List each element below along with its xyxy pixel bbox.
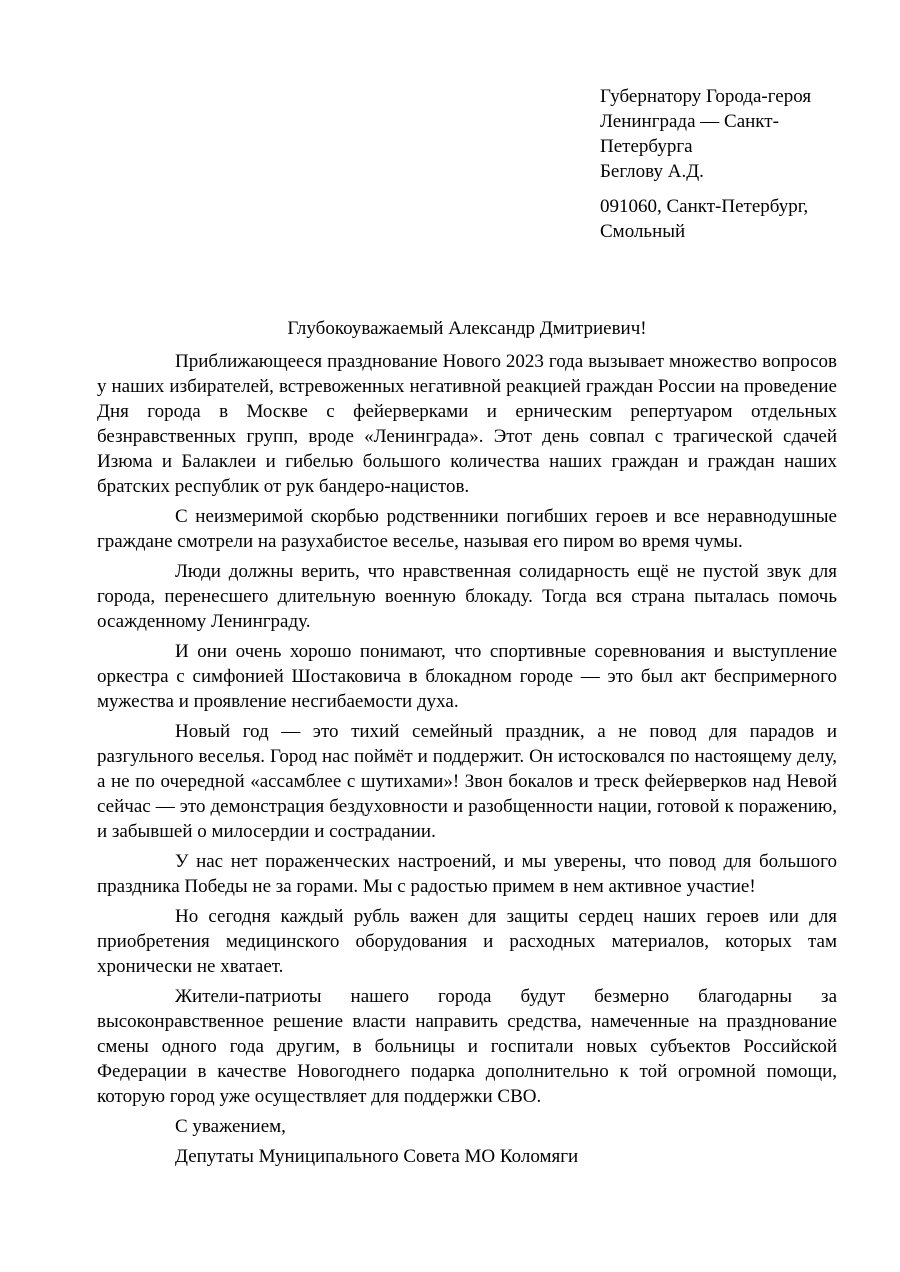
body-paragraph: Но сегодня каждый рубль важен для защиты сердец наших героев или для приобретения медицинского оборудования и расходных материалов, которых там хронически не хватает. [97,906,837,977]
signature-line: Депутаты Муниципального Совета МО Коломяги [175,1146,579,1167]
salutation: Глубокоуважаемый Александр Дмитриевич! [287,318,647,339]
recipient-line: Ленинграда — Санкт- [600,111,779,132]
letter-body [97,316,837,1169]
postal-line: 091060, Санкт-Петербург, [600,196,809,217]
body-paragraph: Приближающееся празднование Нового 2023 года вызывает множество вопросов у наших избирателей, встревоженных негативной реакцией граждан России на проведение Дня города в Москве с фейерверками и ерническим репертуаром отдельных безнравственных групп, вроде «Ленинграда». Этот день совпал с трагической сдачей Изюма и Балаклеи и гибелью большого количества наших граждан и граждан наших братских республик от рук бандеро-нацистов. [97,351,837,497]
body-paragraph: У нас нет пораженческих настроений, и мы уверены, что повод для большого праздника Победы не за горами. Мы с радостью примем в нем активное участие! [97,851,837,897]
closing-line: С уважением, [175,1116,286,1137]
body-paragraph: Новый год — это тихий семейный праздник, а не повод для парадов и разгульного веселья. Город нас поймёт и поддержит. Он истосковался по настоящему делу, а не по очередной «ассамблее с шутихами»! Звон бокалов и треск фейерверков над Невой сейчас — это демонстрация бездуховности и разобщенности нации, готовой к поражению, и забывшей о милосердии и сострадании. [97,721,837,842]
recipient-line: Губернатору Города-героя [600,86,812,107]
recipient-block [600,84,850,244]
recipient-line: Беглову А.Д. [600,161,704,182]
postal-line: Смольный [600,221,686,242]
body-paragraph: Жители-патриоты нашего города будут безмерно благодарны за высоконравственное решение власти направить средства, намеченные на празднование смены одного года другим, в больницы и госпитали новых субъектов Российской Федерации в качестве Новогоднего подарка дополнительно к той огромной помощи, которую город уже осуществляет для поддержки СВО. [97,986,837,1107]
body-paragraph: И они очень хорошо понимают, что спортивные соревнования и выступление оркестра с симфонией Шостаковича в блокадном городе — это был акт беспримерного мужества и проявление несгибаемости духа. [97,641,837,712]
recipient-line: Петербурга [600,136,693,157]
recipient-postal-address [600,194,850,244]
body-paragraph: Люди должны верить, что нравственная солидарность ещё не пустой звук для города, перенесшего длительную военную блокаду. Тогда вся страна пыталась помочь осажденному Ленинграду. [97,561,837,632]
body-paragraph: С неизмеримой скорбью родственники погибших героев и все неравнодушные граждане смотрели на разухабистое веселье, называя его пиром во время чумы. [97,506,837,552]
